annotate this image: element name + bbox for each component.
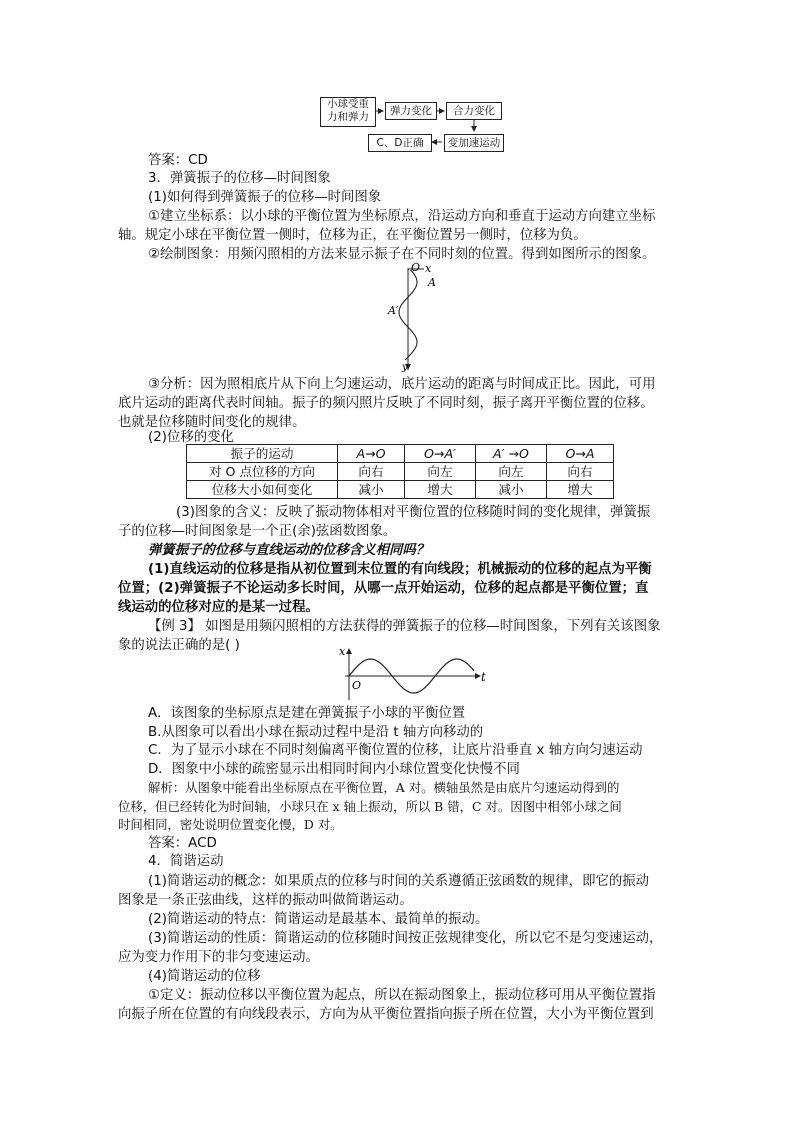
example-3-l2: 象的说法正确的是( ) xyxy=(118,638,240,653)
analysis-l2: 位移，但已经转化为时间轴，小球只在 x 轴上振动，所以 B 错，C 对。因图中相邻小球之间 xyxy=(118,799,622,814)
table-row: 对 O 点位移的方向 向右 向左 向左 向右 xyxy=(187,463,614,481)
label-x-axis: x xyxy=(339,645,346,658)
s4-item-3-l2: 应为变力作用下的非匀变速运动。 xyxy=(118,950,319,965)
s3-item-3-l1: (3)图象的含义：反映了振动物体相对平衡位置的位移随时间的变化规律，弹簧振 xyxy=(176,505,651,520)
table-row: 位移大小如何变化 减小 增大 减小 增大 xyxy=(187,481,614,499)
section-3-title: 3．弹簧振子的位移—时间图象 xyxy=(148,171,331,186)
s4-item-4: (4)简谐运动的位移 xyxy=(148,969,261,984)
s3-item-2: (2)位移的变化 xyxy=(148,430,234,445)
flow-box-net-force-change: 合力变化 xyxy=(446,102,502,120)
flow-box-forces: 小球受重 力和弹力 xyxy=(320,97,376,127)
option-a: A．该图象的坐标原点是建在弹簧振子小球的平衡位置 xyxy=(148,706,466,721)
analysis-l1: 解析：从图象中能看出坐标原点在平衡位置，A 对。横轴虽然是由底片匀速运动得到的 xyxy=(148,780,620,795)
s4-item-1-l1: (1)简谐运动的概念：如果质点的位移与时间的关系遵循正弦函数的规律，即它的振动 xyxy=(148,874,650,889)
label-o: O xyxy=(411,262,421,274)
displacement-table xyxy=(186,444,614,499)
label-a: A xyxy=(428,276,436,289)
sine-graph-figure xyxy=(335,645,495,705)
s3-item-1c-l3: 也就是位移随时间变化的规律。 xyxy=(118,415,306,430)
flow-box-variable-acceleration: 变加速运动 xyxy=(444,134,504,152)
section-4-title: 4．简谐运动 xyxy=(148,854,224,869)
option-d: D．图象中小球的疏密显示出相同时间内小球位置变化快慢不同 xyxy=(148,762,520,777)
label-origin: O xyxy=(352,679,362,692)
answer-bold-l1: (1)直线运动的位移是指从初位置到末位置的有向线段；机械振动的位移的起点为平衡 xyxy=(148,562,652,577)
flow-box-cd-correct: C、D正确 xyxy=(368,134,432,152)
label-a-prime: A′ xyxy=(388,304,399,317)
vertical-oscillation-figure xyxy=(380,262,450,374)
s4-item-3-l1: (3)简谐运动的性质：简谐运动的位移随时间按正弦规律变化，所以它不是匀变速运动， xyxy=(148,931,663,946)
s4-item-4a-l2: 向振子所在位置的有向线段表示，方向为从平衡位置指向振子所在位置，大小为平衡位置到 xyxy=(118,1007,654,1022)
option-c: C．为了显示小球在不同时刻偏离平衡位置的位移，让底片沿垂直 x 轴方向匀速运动 xyxy=(148,743,643,758)
table-row: 振子的运动 A→O O→A′ A′ →O O→A xyxy=(187,445,614,463)
answer-acd: 答案：ACD xyxy=(148,836,217,851)
s4-item-1-l2: 图象是一条正弦曲线，这样的振动叫做简谐运动。 xyxy=(118,893,413,908)
s3-item-1b: ②绘制图象：用频闪照相的方法来显示振子在不同时刻的位置。得到如图所示的图象。 xyxy=(148,247,656,262)
answer-bold-l3: 线运动的位移对应的是某一过程。 xyxy=(118,600,319,615)
label-x: x xyxy=(425,262,432,275)
label-y: y xyxy=(402,362,408,373)
example-3-l1: 【例 3】 如图是用频闪照相的方法获得的弹簧振子的位移—时间图象，下列有关该图象 xyxy=(148,619,661,634)
label-t-axis: t xyxy=(481,670,486,684)
question-bold: 弹簧振子的位移与直线运动的位移含义相同吗？ xyxy=(148,543,430,558)
analysis-l3: 时间相同，密处说明位置变化慢，D 对。 xyxy=(118,817,343,832)
s3-item-1a-l1: ①建立坐标系：以小球的平衡位置为坐标原点，沿运动方向和垂直于运动方向建立坐标 xyxy=(148,209,656,224)
s4-item-4a-l1: ①定义：振动位移以平衡位置为起点，所以在振动图象上，振动位移可用从平衡位置指 xyxy=(148,988,656,1003)
option-b: B.从图象可以看出小球在振动过程中是沿 t 轴方向移动的 xyxy=(148,725,484,740)
s3-item-1c-l2: 底片运动的距离代表时间轴。振子的频闪照片反映了不同时刻，振子离开平衡位置的位移。 xyxy=(118,396,654,411)
answer-cd: 答案：CD xyxy=(148,153,208,168)
s3-item-1a-l2: 轴。规定小球在平衡位置一侧时，位移为正，在平衡位置另一侧时，位移为负。 xyxy=(118,228,587,243)
s3-item-1c-l1: ③分析：因为照相底片从下向上匀速运动，底片运动的距离与时间成正比。因此，可用 xyxy=(148,377,656,392)
s4-item-2: (2)简谐运动的特点：简谐运动是最基本、最简单的振动。 xyxy=(148,912,489,927)
s3-item-3-l2: 子的位移—时间图象是一个正(余)弦函数图象。 xyxy=(118,524,397,539)
flow-box-elastic-change: 弹力变化 xyxy=(385,102,437,120)
answer-bold-l2: 位置；(2)弹簧振子不论运动多长时间，从哪一点开始运动，位移的起点都是平衡位置；直 xyxy=(118,581,649,596)
s3-item-1: (1)如何得到弹簧振子的位移—时间图象 xyxy=(148,190,382,205)
